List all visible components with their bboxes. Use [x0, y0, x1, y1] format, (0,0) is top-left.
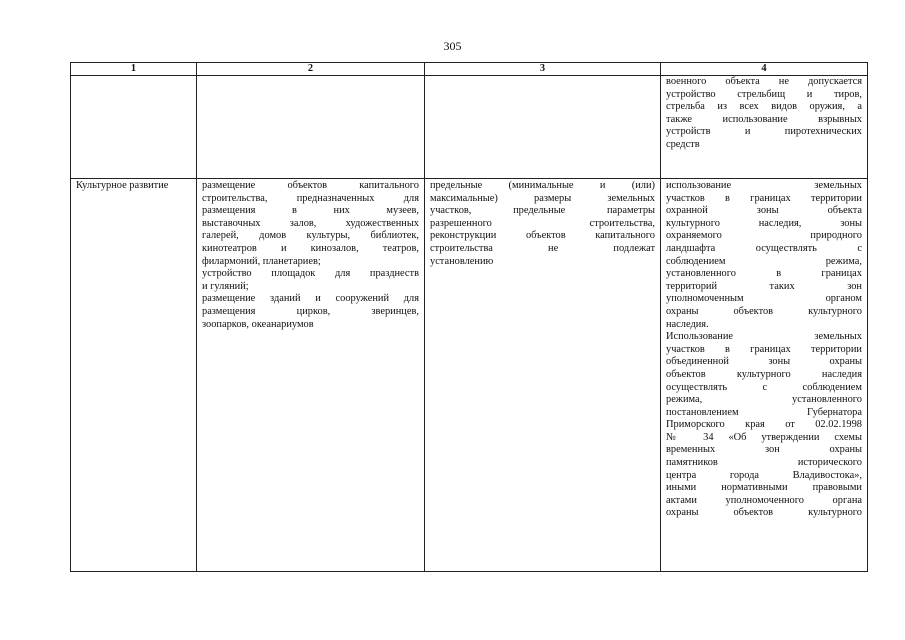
- text-line: № 34 «Об утверждении схемы: [666, 431, 862, 443]
- table-row: [71, 76, 868, 179]
- text-line: участков, предельные параметры: [430, 205, 655, 217]
- text-line: и гуляний;: [202, 280, 249, 292]
- text-line: уполномоченным органом: [666, 293, 862, 305]
- text-line: охраны объектов культурного: [666, 305, 862, 317]
- text-line: охраны объектов культурного: [666, 507, 862, 519]
- text-line: осуществлять с соблюдением: [666, 381, 862, 393]
- text-line: актами уполномоченного органа: [666, 494, 862, 506]
- text-line: размещение зданий и сооружений для: [202, 293, 419, 305]
- text-line: строительства не подлежат: [430, 242, 655, 254]
- text-line: Приморского края от 02.02.1998: [666, 419, 862, 431]
- text-line: устройство стрельбищ и тиров,: [666, 88, 862, 100]
- text-line: зоопарков, океанариумов: [202, 318, 314, 330]
- text-line: памятников исторического: [666, 457, 862, 469]
- text-line: Использование земельных: [666, 331, 862, 343]
- text-line: ландшафта осуществлять с: [666, 242, 862, 254]
- page-number: 305: [443, 39, 462, 53]
- text-line: строительства, предназначенных для: [202, 192, 419, 204]
- limit-parameters: [425, 179, 661, 572]
- text-line: устройств и пиротехнических: [666, 126, 862, 138]
- table-row: [71, 179, 868, 572]
- text-line: участков в границах территории: [666, 343, 862, 355]
- text-line: стрельба из всех видов оружия, а: [666, 101, 862, 113]
- usage-restrictions: [661, 179, 868, 572]
- text-line: филармоний, планетариев;: [202, 255, 321, 267]
- text-line: территорий таких зон: [666, 280, 862, 292]
- text-line: кинотеатров и кинозалов, театров,: [202, 242, 419, 254]
- text-line: центра города Владивостока»,: [666, 469, 862, 481]
- text-line: выставочных залов, художественных: [202, 217, 419, 229]
- permitted-use-name: [71, 179, 197, 572]
- text-line: охранной зоны объекта: [666, 205, 862, 217]
- text-line: военного объекта не допускается: [666, 76, 862, 87]
- text-line: устройство площадок для празднеств: [202, 268, 419, 280]
- text-line: объединенной зоны охраны: [666, 356, 862, 368]
- column-header-3: 3: [425, 63, 661, 76]
- text-line: постановлением Губернатора: [666, 406, 862, 418]
- text-line: режима, установленного: [666, 394, 862, 406]
- text-line: галерей, домов культуры, библиотек,: [202, 230, 419, 242]
- row1-col3-cell: [425, 76, 661, 179]
- table-header-row: [71, 63, 868, 76]
- column-header-2: 2: [197, 63, 425, 76]
- column-header-1: 1: [71, 63, 197, 76]
- regulations-table: [70, 62, 868, 572]
- text-line: наследия.: [666, 318, 709, 330]
- text-line: максимальные) размеры земельных: [430, 192, 655, 204]
- text-line: соблюдением режима,: [666, 255, 862, 267]
- text-line: разрешенного строительства,: [430, 217, 655, 229]
- text-line: размещения в них музеев,: [202, 205, 419, 217]
- text-line: установлению: [430, 255, 494, 267]
- row2-col1-text: Культурное развитие: [76, 180, 169, 191]
- text-line: предельные (минимальные и (или): [430, 180, 655, 191]
- text-line: объектов культурного наследия: [666, 368, 862, 380]
- text-line: использование земельных: [666, 180, 862, 191]
- column-header-4: 4: [661, 63, 868, 76]
- row1-col1-cell: [71, 76, 197, 179]
- text-line: размещения цирков, зверинцев,: [202, 305, 419, 317]
- text-line: охраняемого природного: [666, 230, 862, 242]
- permitted-use-description: [197, 179, 425, 572]
- row1-col2-cell: [197, 76, 425, 179]
- text-line: установленного в границах: [666, 268, 862, 280]
- text-line: культурного наследия, зоны: [666, 217, 862, 229]
- text-line: временных зон охраны: [666, 444, 862, 456]
- text-line: также использование взрывных: [666, 113, 862, 125]
- text-line: размещение объектов капитального: [202, 180, 419, 191]
- text-line: реконструкции объектов капитального: [430, 230, 655, 242]
- text-line: средств: [666, 138, 700, 150]
- row1-col4-cell: [661, 76, 868, 179]
- text-line: иными нормативными правовыми: [666, 482, 862, 494]
- text-line: участков в границах территории: [666, 192, 862, 204]
